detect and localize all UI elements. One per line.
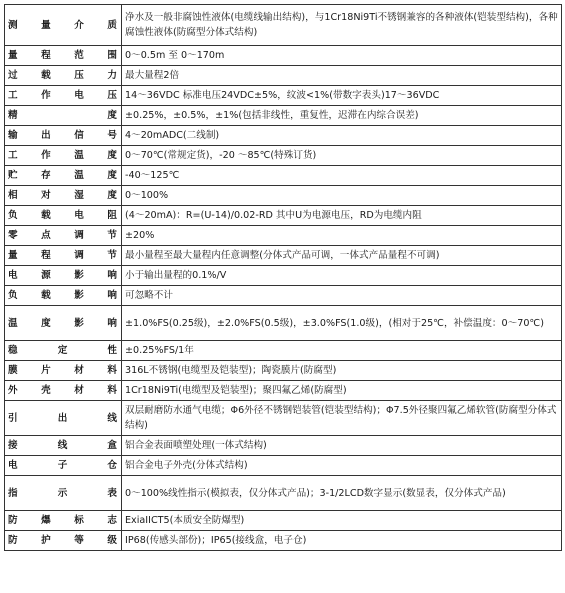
row-label: 工 作 温 度 — [5, 146, 122, 166]
row-value: 最小量程至最大量程内任意调整(分体式产品可调，一体式产品量程不可调) — [122, 246, 562, 266]
row-value: ±20% — [122, 226, 562, 246]
row-label: 零 点 调 节 — [5, 226, 122, 246]
table-row — [5, 286, 562, 306]
row-value: 316L不锈钢(电缆型及铠装型)；陶瓷膜片(防腐型) — [122, 361, 562, 381]
row-value: IP68(传感头部份)；IP65(接线盒，电子仓) — [122, 531, 562, 551]
row-label: 相 对 湿 度 — [5, 186, 122, 206]
spec-table-body — [5, 5, 562, 551]
row-label: 引 出 线 — [5, 401, 122, 436]
row-label: 贮 存 温 度 — [5, 166, 122, 186]
row-label: 防 护 等 级 — [5, 531, 122, 551]
row-label: 负 载 电 阻 — [5, 206, 122, 226]
table-row — [5, 186, 562, 206]
table-row — [5, 511, 562, 531]
table-row — [5, 341, 562, 361]
row-value: ±1.0%FS(0.25级)，±2.0%FS(0.5级)，±3.0%FS(1.0级)，(相对于25℃，补偿温度：0～70℃) — [122, 306, 562, 341]
row-value: 14～36VDC 标准电压24VDC±5%，纹波<1%(带数字表头)17～36VDC — [122, 86, 562, 106]
row-value: (4～20mA)：R=(U-14)/0.02-RD 其中U为电源电压，RD为电缆内阻 — [122, 206, 562, 226]
row-label: 精 度 — [5, 106, 122, 126]
table-row — [5, 146, 562, 166]
table-row — [5, 66, 562, 86]
row-label: 测 量 介 质 — [5, 5, 122, 46]
table-row — [5, 86, 562, 106]
row-value: ±0.25%，±0.5%，±1%(包括非线性，重复性，迟滞在内综合误差) — [122, 106, 562, 126]
row-value: 0～0.5m 至 0～170m — [122, 46, 562, 66]
row-value: 4～20mADC(二线制) — [122, 126, 562, 146]
row-value: 0～100%线性指示(模拟表，仅分体式产品)；3-1/2LCD数字显示(数显表，仅分体式产品) — [122, 476, 562, 511]
row-value: 净水及一般非腐蚀性液体(电缆线输出结构)，与1Cr18Ni9Ti不锈钢兼容的各种液体(铠装型结构)，各种腐蚀性液体(防腐型分体式结构) — [122, 5, 562, 46]
table-row — [5, 361, 562, 381]
table-row — [5, 5, 562, 46]
row-label: 量 程 范 围 — [5, 46, 122, 66]
table-row — [5, 46, 562, 66]
row-value: -40～125℃ — [122, 166, 562, 186]
row-label: 稳 定 性 — [5, 341, 122, 361]
table-row — [5, 456, 562, 476]
table-row — [5, 401, 562, 436]
row-label: 工 作 电 压 — [5, 86, 122, 106]
table-row — [5, 246, 562, 266]
table-row — [5, 531, 562, 551]
row-value: ExiaIICT5(本质安全防爆型) — [122, 511, 562, 531]
row-value: 小于输出量程的0.1%/V — [122, 266, 562, 286]
row-value: 铝合金电子外壳(分体式结构) — [122, 456, 562, 476]
row-label: 电 源 影 响 — [5, 266, 122, 286]
row-value: 可忽略不计 — [122, 286, 562, 306]
row-value: 双层耐磨防水通气电缆；Φ6外径不锈钢铠装管(铠装型结构)；Φ7.5外径聚四氟乙烯软管(防腐型分体式结构) — [122, 401, 562, 436]
row-value: 最大量程2倍 — [122, 66, 562, 86]
row-label: 指 示 表 — [5, 476, 122, 511]
row-value: 0～100% — [122, 186, 562, 206]
table-row — [5, 266, 562, 286]
row-label: 防 爆 标 志 — [5, 511, 122, 531]
table-row — [5, 226, 562, 246]
spec-table — [4, 4, 562, 551]
table-row — [5, 381, 562, 401]
row-label: 接 线 盒 — [5, 436, 122, 456]
table-row — [5, 436, 562, 456]
row-label: 膜 片 材 料 — [5, 361, 122, 381]
row-value: ±0.25%FS/1年 — [122, 341, 562, 361]
table-row — [5, 126, 562, 146]
row-label: 温 度 影 响 — [5, 306, 122, 341]
row-value: 铝合金表面喷塑处理(一体式结构) — [122, 436, 562, 456]
table-row — [5, 206, 562, 226]
row-label: 过 载 压 力 — [5, 66, 122, 86]
row-value: 0～70℃(常规定货)，-20 ～85℃(特殊订货) — [122, 146, 562, 166]
row-label: 输 出 信 号 — [5, 126, 122, 146]
table-row — [5, 306, 562, 341]
table-row — [5, 166, 562, 186]
table-row — [5, 476, 562, 511]
table-row — [5, 106, 562, 126]
row-label: 外 壳 材 料 — [5, 381, 122, 401]
row-label: 电 子 仓 — [5, 456, 122, 476]
row-label: 负 载 影 响 — [5, 286, 122, 306]
row-label: 量 程 调 节 — [5, 246, 122, 266]
row-value: 1Cr18Ni9Ti(电缆型及铠装型)；聚四氟乙烯(防腐型) — [122, 381, 562, 401]
